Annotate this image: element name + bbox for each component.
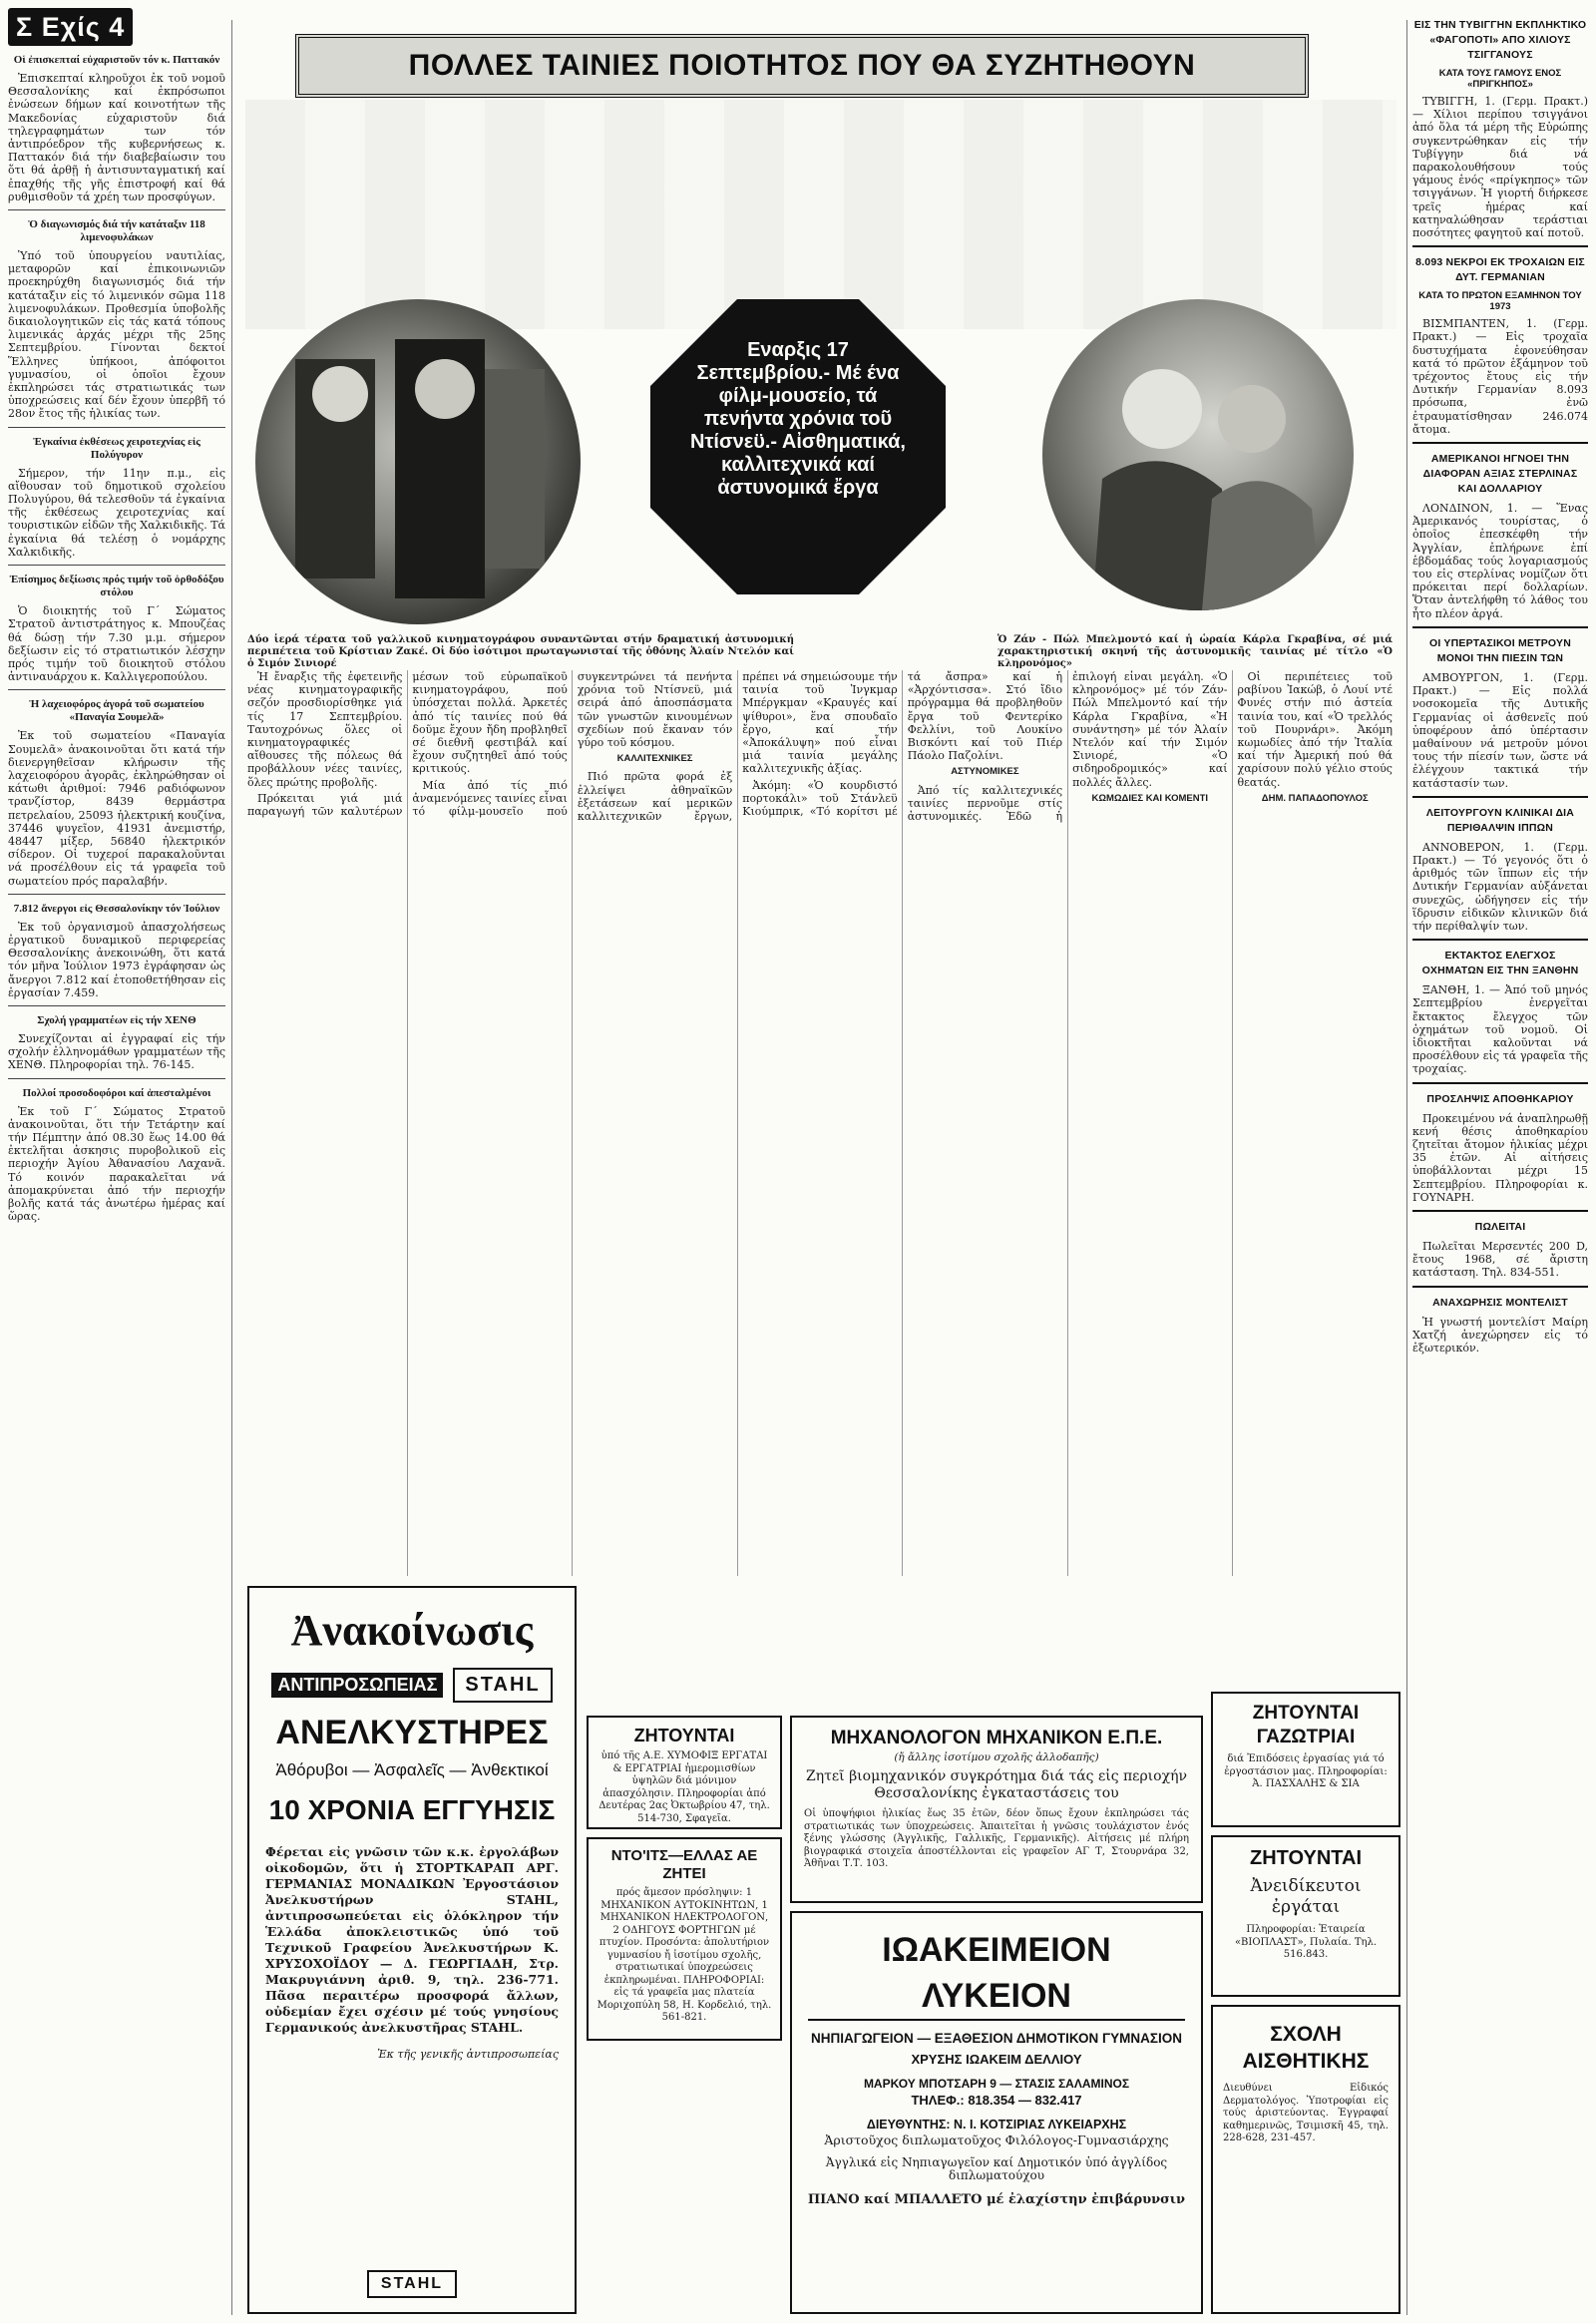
article-paragraph: Ἀκόμη: «Ὁ κουρδιστό πορτοκάλι» τοῦ Στάνλεϋ Κιούμπρικ, «Τό κορίτσι μέ τά ἄσπρα» καί ἡ «Ἀρχόντισσα». Στό ἴδιο πρόγραμμα θά προβληθοῦν ἔργα τοῦ Φεντερίκο Φελλίνι, τοῦ Λουκίνο Βισκόντι καί τοῦ Πιέρ Πάολο Παζολίνι. bbox=[742, 670, 1063, 819]
article-divider bbox=[8, 689, 225, 690]
article-title: Ὁ διαγωνισμός διά τήν κατάταξιν 118 λιμενοφυλάκων bbox=[28, 218, 205, 244]
ad-brand-row bbox=[249, 1668, 575, 1703]
article-subtitle: ΚΑΤΑ ΤΟ ΠΡΩΤΟΝ ΕΞΑΜΗΝΟΝ ΤΟΥ 1973 bbox=[1418, 290, 1582, 313]
ad-line: Ζητεῖ βιομηχανικόν συγκρότημα διά τάς εἰς περιοχήν Θεσσαλονίκης ἐγκαταστάσεις του bbox=[806, 1768, 1187, 1802]
article-paragraph: ΛΟΝΔΙΝΟΝ, 1. — Ἕνας Ἀμερικανός τουρίστας, ὁ ὁποῖος ἐπεσκέφθη τήν Ἀγγλίαν, ἐπλήρωνε ἐπί ἑβδομάδας τούς λογαριασμούς του εἰς στερλίνας νομίζων ὅτι πρόκειται περί δολλαρίων. Ὅταν ἀντελήφθη τό λάθος του ἦτο πλέον ἀργά. bbox=[1412, 502, 1588, 620]
ad-body: Πληροφορίαι: Ἑταιρεία «ΒΙΟΠΛΑΣΤ», Πυλαία. Τηλ. 516.843. bbox=[1234, 1924, 1378, 1960]
article-paragraph: Σήμερον, τήν 11ην π.μ., εἰς αἴθουσαν τοῦ δημοτικοῦ σχολείου Πολυγύρου, θά τελεσθοῦν τά ἐγκαίνια τῆς ἐκθέσεως χειροτεχνίας καί τουριστικῶν εἰδῶν τῆς Χαλκιδικῆς. Τά ἐγκαίνια θά τελέσῃ ὁ νομάρχης Χαλκιδικῆς. bbox=[8, 466, 225, 559]
article-paragraph: Πρόκειται γιά μιά παραγωγή τῶν καλυτέρων μέσων τοῦ εὐρωπαϊκοῦ κινηματογράφου, πού ὑπόσχεται πολλά. Ἀρκετές ἀπό τίς ταινίες πού θά δοῦμε ἔχουν ἤδη προβληθεῖ σέ διεθνῆ φεστιβάλ καί ἔχουν συζητηθεῖ ἀπό τούς κριτικούς. bbox=[247, 670, 568, 819]
ad-ioakeimeion-lykeion bbox=[790, 1911, 1203, 2314]
article-body bbox=[1412, 1240, 1588, 1280]
article-divider bbox=[1412, 1210, 1588, 1212]
article-paragraph: Πιό πρῶτα φορά ἐξ ἐλλείψει ἀθηναϊκῶν ἐξετάσεων καί μερικῶν καλλιτεχνικῶν ἔργων, πρέπει νά σημειώσουμε τήν ταινία τοῦ Ἰνγκμαρ Μπέργκμαν «Κραυγές καί ψίθυροι», ἕνα σπουδαῖο ἔργο, καί τήν «Ἀποκάλυψη» πού εἶναι μιά ταινία μεγάλης καλλιτεχνικῆς ἀξίας. bbox=[577, 670, 898, 824]
main-article bbox=[247, 670, 1393, 1576]
article-title: Οἱ ἐπισκεπταί εὐχαριστοῦν τόν κ. Παττακόν bbox=[13, 54, 220, 66]
article-title: Ἐγκαίνια ἐκθέσεως χειροτεχνίας εἰς Πολύγυρον bbox=[33, 435, 200, 461]
photo-caption-left: Δύο ἱερά τέρατα τοῦ γαλλικοῦ κινηματογράφου συναντῶνται στήν δραματική ἀστυνομική περιπέτεια τοῦ Κρίστιαν Ζακέ. Οἱ δύο ἰσότιμοι πρωταγωνισταί τῆς ὀθόνης Ἀλαίν Ντελόν καί ὁ Σιμόν Σινιορέ bbox=[247, 634, 794, 669]
ad-title: ΝΤΟ'ΙΤΣ—ΕΛΛΑΣ ΑΕ ΖΗΤΕΙ bbox=[610, 1847, 758, 1882]
column-rule bbox=[231, 20, 232, 2315]
article-author: ΔΗΜ. ΠΑΠΑΔΟΠΟΥΛΟΣ bbox=[1261, 792, 1369, 804]
article-title: Σχολή γραμματέων εἰς τήν ΧΕΝΘ bbox=[37, 1013, 197, 1026]
article-title: ΠΩΛΕΙΤΑΙ bbox=[1474, 1220, 1526, 1233]
right-column bbox=[1412, 10, 1588, 2314]
ad-zitountai-gazotriai bbox=[1211, 1692, 1400, 1827]
left-articles bbox=[8, 54, 225, 1223]
ad-body: Φέρεται εἰς γνῶσιν τῶν κ.κ. ἐργολάβων οἰκοδομῶν, ὅτι ἡ ΣΤΟΡΤΚΑΡΑΠ ΑΡΓ. ΓΕΡΜΑΝΙΑΣ ΜΟΝΑΔΙΚΩΝ Ἐργοστάσιον Ἀνελκυστήρων STAHL, ἀντιπροσωπεύεται εἰς ὁλόκληρον τήν Ἑλλάδα ἀποκλειστικῶς ὑπό τοῦ Τεχνικοῦ Γραφείου Ἀνελκυστήρων Κ. ΧΡΥΣΟΧΟΪΔΟΥ — Δ. ΓΕΩΡΓΙΑΔΗ, Στρ. Μακρυγιάννη ἀριθ. 9, τηλ. 236-771. Πᾶσα περαιτέρω προσφορά ἄλλων, οὐδεμίαν ἔχει σχέσιν μέ τούς γνησίους Γερμανικούς ἀνελκυστῆρας STAHL. bbox=[265, 1844, 559, 2035]
article-paragraph: Ὑπό τοῦ ὑπουργείου ναυτιλίας, μεταφορῶν καί ἐπικοινωνιῶν προεκηρύχθη διαγωνισμός διά τήν κατάταξιν εἰς τό λιμενικόν σῶμα 118 λιμενοφυλάκων. Προθεσμία ὑποβολῆς δικαιολογητικῶν εἰς τάς κατά τόπους λιμενικάς ἀρχάς μέχρι τῆς 25ης Σεπτεμβρίου. Γίνονται δεκτοί Ἕλληνες ὑπήκοοι, ἀπόφοιτοι γυμνασίου, οἱ ὁποῖοι ἔχουν ἐκπληρώσει τάς στρατιωτικάς των ὑποχρεώσεις καί δέν ἔχουν ὑπερβῆ τό 28ον ἔτος τῆς ἡλικίας των. bbox=[8, 249, 225, 421]
article-title: ΑΝΑΧΩΡΗΣΙΣ ΜΟΝΤΕΛΙΣΤ bbox=[1432, 1296, 1568, 1309]
ad-line3: ΜΑΡΚΟΥ ΜΠΟΤΣΑΡΗ 9 — ΣΤΑΣΙΣ ΣΑΛΑΜΙΝΟΣ bbox=[863, 2077, 1130, 2091]
section-logo: Σ Εχίς 4 bbox=[8, 8, 133, 46]
article-subheading: ΑΣΤΥΝΟΜΙΚΕΣ bbox=[951, 766, 1019, 778]
article-paragraph: Οἱ περιπέτειες τοῦ ραβίνου Ἰακώβ, ὁ Λουί ντέ Φυνές στήν πιό ἀστεία ταινία του, καί «Ὁ τρελλός τοῦ Πουρνάρι». Ἀκόμη κωμωδίες ἀπό τήν Ἰταλία καί τήν Ἀμερική πού θά χαρίσουν πολύ γέλιο στούς θεατάς. bbox=[1237, 670, 1393, 789]
article-divider bbox=[1412, 1082, 1588, 1084]
article-divider bbox=[8, 209, 225, 210]
ad-mechanologon bbox=[790, 1716, 1203, 1903]
article-divider bbox=[1412, 442, 1588, 444]
article-paragraph: Ἐκ τοῦ σωματείου «Παναγία Σουμελᾶ» ἀνακοινοῦται ὅτι κατά τήν διενεργηθεῖσαν κλήρωσιν τῆς λαχειοφόρου ἀγορᾶς, ἐκληρώθησαν οἱ κάτωθι ἀριθμοί: 7946 ραδιόφωνον τρανζίστορ, 8439 θερμάστρα πετρελαίου, 25093 ἠλεκτρική κουζίνα, 37446 ψυγεῖον, 41931 ἀνεμιστήρ, 48447 μίξερ, 56840 ἠλεκτρικόν σίδερον. Οἱ τυχεροί παρακαλοῦνται νά προσέλθουν εἰς τά γραφεῖα τοῦ σωματείου πρός παραλαβήν. bbox=[8, 729, 225, 888]
article-paragraph: ΤΥΒΙΓΓΗ, 1. (Γερμ. Πρακτ.) — Χίλιοι περίπου τσιγγάνοι ἀπό ὅλα τά μέρη τῆς Εὐρώπης συγκεντρώθηκαν εἰς τήν Τυβίγγην διά νά παρακολουθήσουν τούς γάμους ἑνός «πρίγκηπος» τῶν τσιγγάνων. Ἡ γιορτή διήρκεσε τρεῖς ἡμέρας καί κατηναλώθησαν τεράστιαι ποσότητες φαγητοῦ καί ποτοῦ. bbox=[1412, 95, 1588, 240]
ad-body: ὑπό τῆς Α.Ε. ΧΥΜΟΦΙΞ ΕΡΓΑΤΑΙ & ΕΡΓΑΤΡΙΑΙ ἡμερομισθίων ὑψηλῶν διά μόνιμον ἀπασχόλησιν. Πληροφορίαι ἀπό Δευτέρας 2ας Ὀκτωβρίου 47, τηλ. 514-730, Σφαγεῖα. bbox=[598, 1750, 770, 1824]
ad-title: ΣΧΟΛΗ ΑΙΣΘΗΤΙΚΗΣ bbox=[1242, 2023, 1370, 2073]
ad-line5: ΔΙΕΥΘΥΝΤΗΣ: Ν. Ι. ΚΟΤΣΙΡΙΑΣ ΛΥΚΕΙΑΡΧΗΣ bbox=[866, 2118, 1127, 2131]
article-body bbox=[1412, 1316, 1588, 1355]
article-title: 7.812 ἄνεργοι εἰς Θεσσαλονίκην τόν Ἰούλιον bbox=[13, 902, 220, 915]
article-paragraph: Ἐκ τοῦ ὀργανισμοῦ ἀπασχολήσεως ἐργατικοῦ δυναμικοῦ περιφερείας Θεσσαλονίκης ἀνεκοινώθη, ὅτι κατά τόν μῆνα Ἰούλιον 1973 ἐγράφησαν ὡς ἄνεργοι 7.812 καί ἐτοποθετήθησαν εἰς ἐργασίαν 7.459. bbox=[8, 920, 225, 999]
ad-line4: 10 ΧΡΟΝΙΑ ΕΓΓΥΗΣΙΣ bbox=[268, 1794, 556, 1825]
article-paragraph: ΑΜΒΟΥΡΓΟΝ, 1. (Γερμ. Πρακτ.) — Εἰς πολλά νοσοκομεῖα τῆς Δυτικῆς Γερμανίας οἱ ἀσθενεῖς πού ὑποφέρουν ἀπό ὑπέρτασιν μαθαίνουν νά μετροῦν μόνοι τους τήν πίεσίν των, ὥστε νά ἐλέγχουν τακτικά τήν κατάστασίν των. bbox=[1412, 670, 1588, 790]
ad-zitountai-chymofix bbox=[587, 1716, 782, 1829]
ad-line3: Ἀθόρυβοι — Ἀσφαλεῖς — Ἀνθεκτικοί bbox=[275, 1760, 549, 1779]
article-paragraph: ΞΑΝΘΗ, 1. — Ἀπό τοῦ μηνός Σεπτεμβρίου ἐνεργεῖται ἔκτακτος ἔλεγχος τῶν ὀχημάτων τοῦ νομοῦ. Οἱ ἰδιοκτῆται καλοῦνται νά προσέλθουν εἰς τά γραφεῖα τῆς τροχαίας. bbox=[1412, 983, 1588, 1076]
ad-body: Διευθύνει Εἰδικός Δερματολόγος. Ὑποτροφίαι εἰς τούς ἀριστεύοντας. Ἐγγραφαί καθημερινῶς, Τσιμισκῆ 45, τηλ. 228-628, 231-457. bbox=[1223, 2083, 1389, 2143]
article-divider bbox=[8, 1078, 225, 1079]
figures-illustration bbox=[255, 299, 581, 624]
article-divider bbox=[8, 565, 225, 566]
ad-line2: ΑΝΕΛΚΥΣΤΗΡΕΣ bbox=[275, 1714, 549, 1751]
left-column bbox=[8, 8, 225, 2317]
ad-footer-logo: STAHL bbox=[367, 2270, 457, 2298]
ad-sign: Ἐκ τῆς γενικῆς ἀντιπροσωπείας bbox=[377, 2048, 559, 2061]
article-title: ΠΡΟΣΛΗΨΙΣ ΑΠΟΘΗΚΑΡΙΟΥ bbox=[1426, 1092, 1574, 1105]
ad-scholi-aisthitikis bbox=[1211, 2005, 1400, 2314]
article-body bbox=[1412, 502, 1588, 620]
article-divider bbox=[1412, 796, 1588, 798]
article-title: ΟΙ ΥΠΕΡΤΑΣΙΚΟΙ ΜΕΤΡΟΥΝ ΜΟΝΟΙ ΤΗΝ ΠΙΕΣΙΝ ΤΩΝ bbox=[1429, 636, 1571, 664]
article-subheading: ΚΩΜΩΔΙΕΣ ΚΑΙ ΚΟΜΕΝΤΙ bbox=[1091, 792, 1209, 804]
article-paragraph: ΒΙΣΜΠΑΝΤΕΝ, 1. (Γερμ. Πρακτ.) — Εἰς τροχαῖα δυστυχήματα ἐφονεύθησαν κατά τό πρῶτον ἑξάμηνον τοῦ τρέχοντος ἔτους εἰς τήν Δυτικήν Γερμανίαν 8.093 πρόσωπα, ἐνῶ ἐτραυματίσθησαν 246.074 ἄτομα. bbox=[1412, 317, 1588, 436]
article-body bbox=[1412, 983, 1588, 1075]
article-divider bbox=[1412, 245, 1588, 247]
article-paragraph: Συνεχίζονται αἱ ἐγγραφαί εἰς τήν σχολήν ἐλληνομάθων γραμματέων τῆς ΧΕΝΘ. Πληροφορίαι τηλ. 76-145. bbox=[8, 1031, 225, 1072]
article-title: Ἡ λαχειοφόρος ἀγορά τοῦ σωματείου «Παναγία Σουμελᾶ» bbox=[29, 698, 204, 724]
article-title: ΕΙΣ ΤΗΝ ΤΥΒΙΓΓΗΝ ΕΚΠΛΗΚΤΙΚΟ «ΦΑΓΟΠΟΤΙ» ΑΠΟ ΧΙΛΙΟΥΣ ΤΣΙΓΓΑΝΟΥΣ bbox=[1413, 19, 1587, 61]
article-paragraph: Ἡ γνωστή μοντελίστ Μαίρη Χατζή ἀνεχώρησεν εἰς τό ἐξωτερικόν. bbox=[1412, 1315, 1588, 1355]
banner-title: ΠΟΛΛΕΣ ΤΑΙΝΙΕΣ ΠΟΙΟΤΗΤΟΣ ΠΟΥ ΘΑ ΣΥΖΗΤΗΘΟΥΝ bbox=[408, 49, 1196, 82]
article-divider bbox=[8, 894, 225, 895]
ad-title: ΖΗΤΟΥΝΤΑΙ bbox=[633, 1726, 735, 1745]
ad-line8: ΠΙΑΝΟ καί ΜΠΑΛΛΕΤΟ μέ ἐλαχίστην ἐπιβάρυνσιν bbox=[807, 2191, 1186, 2207]
film-still-photo-right bbox=[1042, 299, 1354, 610]
figures-illustration bbox=[1042, 299, 1354, 610]
ad-line1: ΑΝΤΙΠΡΟΣΩΠΕΙΑΣ bbox=[271, 1673, 443, 1698]
ad-line: Ἀνειδίκευτοι ἐργάται bbox=[1250, 1876, 1362, 1917]
article-body bbox=[1412, 1112, 1588, 1204]
article-subheading: ΚΑΛΛΙΤΕΧΝΙΚΕΣ bbox=[616, 753, 693, 765]
ad-ntoits bbox=[587, 1837, 782, 2041]
article-paragraph: Ἡ ἔναρξις τῆς ἐφετεινῆς νέας κινηματογραφικῆς σεζόν προσδιορίσθηκε γιά τίς 17 Σεπτεμβρίου. Ταυτοχρόνως ὅλες οἱ κινηματογραφικές αἴθουσες τῆς πόλεως θά προβάλλουν νέες ταινίες, ὅλες πρώτης προβολῆς. bbox=[247, 670, 403, 789]
article-paragraph: Πωλεῖται Μερσεντές 200 D, ἔτους 1968, σέ ἄριστη κατάσταση. Τηλ. 834-551. bbox=[1412, 1239, 1588, 1280]
ad-title: ΖΗΤΟΥΝΤΑΙ bbox=[1249, 1847, 1363, 1869]
banner-shadow-strip bbox=[245, 100, 1396, 329]
article-title: Πολλοί προσοδοφόροι καί ἀπεσταλμένοι bbox=[22, 1086, 211, 1099]
ad-title: ΙΩΑΚΕΙΜΕΙΟΝ ΛΥΚΕΙΟΝ bbox=[808, 1927, 1185, 2021]
article-divider bbox=[8, 1005, 225, 1006]
banner bbox=[295, 34, 1309, 98]
article-paragraph: Ὁ διοικητής τοῦ Γ΄ Σώματος Στρατοῦ ἀντιστράτηγος κ. Μπουζέας θά δώσῃ τήν 7.30 μ.μ. σήμερον δεξίωσιν εἰς τό στρατιωτικόν λέσχην πρός τιμήν τοῦ διοικητοῦ στόλου ἀντιναυάρχου κ. Καλλιγεροπούλου. bbox=[8, 604, 225, 684]
ad-title: ΖΗΤΟΥΝΤΑΙ ΓΑΖΩΤΡΙΑΙ bbox=[1252, 1703, 1360, 1747]
column-rule bbox=[1406, 20, 1407, 2315]
ad-line6: Ἀριστοῦχος διπλωματοῦχος Φιλόλογος-Γυμνασιάρχης bbox=[824, 2132, 1169, 2147]
article-body bbox=[1412, 841, 1588, 933]
article-divider bbox=[1412, 626, 1588, 628]
article-divider bbox=[1412, 1286, 1588, 1288]
ad-line4: ΤΗΛΕΦ.: 818.354 — 832.417 bbox=[911, 2093, 1082, 2108]
film-still-photo-left bbox=[255, 299, 581, 624]
article-body bbox=[1412, 95, 1588, 239]
ad-body: Οἱ ὑποψήφιοι ἡλικίας ἕως 35 ἐτῶν, δέον ὅπως ἔχουν ἐκπληρώσει τάς στρατιωτικάς των ὑποχρεώσεις. Ἀπαιτεῖται ἡ γνῶσις τουλάχιστον ἑνός ξένης γλώσσης (Ἀγγλικῆς, Γαλλικῆς, Γερμανικῆς). Αἰτήσεις μέ πλήρη βιογραφικά στοιχεῖα ἀποστέλλονται εἰς γραφεῖον ΑΓ Τ, Στουρνάρα 32, Ἀθῆναι Τ.Τ. 103. bbox=[804, 1808, 1189, 1870]
article-divider bbox=[1412, 939, 1588, 941]
article-paragraph: Μία ἀπό τίς πιό ἀναμενόμενες ταινίες εἶναι τό φίλμ-μουσεῖο πού συγκεντρώνει τά πενήντα χρόνια τοῦ Ντίσνεϋ, μιά σειρά ἀπό ἀποσπάσματα τῶν γνωστῶν κινουμένων σχεδίων πού ἔκαναν τόν γύρο τοῦ κόσμου. bbox=[412, 670, 733, 819]
ad-title: ΜΗΧΑΝΟΛΟΓΟΝ ΜΗΧΑΝΙΚΟΝ Ε.Π.Ε. bbox=[830, 1728, 1163, 1748]
ad-sub: (ἤ ἄλλης ἰσοτίμου σχολῆς ἀλλοδαπῆς) bbox=[894, 1751, 1099, 1763]
article-title: Ἐπίσημος δεξίωσις πρός τιμήν τοῦ ὀρθοδόξου στόλου bbox=[9, 574, 224, 599]
ad-zitountai-ergates bbox=[1211, 1835, 1400, 1997]
article-paragraph: Ἀπό τίς καλλιτεχνικές ταινίες περνοῦμε στίς ἀστυνομικές. Ἐδῶ ἡ ἐπιλογή εἶναι μεγάλη. «Ὁ κληρονόμος» μέ τόν Ζάν-Πώλ Μπελμοντό καί τήν Κάρλα Γκραβίνα, «Ἡ συνάντηση» μέ τόν Ἀλαίν Ντελόν καί τήν Σιμόν Σινιορέ, «Ὁ σιδηροδρομικός» καί πολλές ἄλλες. bbox=[907, 670, 1228, 824]
ad-line7: Ἀγγλικά εἰς Νηπιαγωγεῖον καί Δημοτικόν ὑπό ἀγγλίδος διπλωματούχου bbox=[825, 2155, 1168, 2183]
photo-caption-right: Ὁ Ζάν - Πώλ Μπελμοντό καί ἡ ὡραία Κάρλα Γκραβίνα, σέ μιά χαρακτηριστική σκηνή τῆς ἀστυνομικῆς ταινίας μέ τίτλο «Ὁ κληρονόμος» bbox=[998, 634, 1393, 669]
article-body bbox=[1412, 671, 1588, 790]
article-paragraph: ΑΝΝΟΒΕΡΟΝ, 1. (Γερμ. Πρακτ.) — Τό γεγονός ὅτι ὁ ἀριθμός τῶν ἵππων εἰς τήν Δυτικήν Γερμανίαν αὐξάνεται συνεχῶς, ὡδήγησεν εἰς τήν ἵδρυσιν εἰδικῶν κλινικῶν διά τήν περίθαλψίν των. bbox=[1412, 840, 1588, 933]
ad-line2: ΧΡΥΣΗΣ ΙΩΑΚΕΙΜ ΔΕΛΛΙΟΥ bbox=[911, 2052, 1082, 2067]
article-paragraph: Προκειμένου νά ἀναπληρωθῇ κενή θέσις ἀποθηκαρίου ζητεῖται ἄτομον ἡλικίας μέχρι 35 ἐτῶν. Αἱ αἰτήσεις ὑποβάλλονται μέχρι 15 Σεπτεμβρίου. Πληροφορίαι κ. ΓΟΥΝΑΡΗ. bbox=[1412, 1111, 1588, 1204]
ad-body: πρός ἄμεσον πρόσληψιν: 1 ΜΗΧΑΝΙΚΟΝ ΑΥΤΟΚΙΝΗΤΩΝ, 1 ΜΗΧΑΝΙΚΟΝ ΗΛΕΚΤΡΟΛΟΓΟΝ, 2 ΟΔΗΓΟΥΣ ΦΟΡΤΗΓΩΝ μέ πτυχίον. Προσόντα: ἀπολυτήριον γυμνασίου ἤ ἰσοτίμου σχολῆς, στρατιωτικαί ὑποχρεώσεις ἐκπληρωμέναι. ΠΛΗΡΟΦΟΡΙΑΙ: εἰς τά γραφεῖα μας πλατεία Μοριχοπύλη 58, Η. Κορδελιό, τηλ. 561-821. bbox=[597, 1887, 772, 2023]
article-divider bbox=[8, 427, 225, 428]
article-paragraph: Ἐκ τοῦ Γ΄ Σώματος Στρατοῦ ἀνακοινοῦται, ὅτι τήν Τετάρτην καί τήν Πέμπτην ἀπό 08.30 ἕως 14.00 θά ἐκτελῆται ἀσκησις πυροβολικοῦ εἰς περιοχήν Ἀγίου Ἀθανασίου Λαχανᾶ. Τό κοινόν παρακαλεῖται νά ἀπομακρύνεται ἀπό τήν περιοχήν βολῆς κατά τάς ἀνωτέρω ἡμέρας καί ὥρας. bbox=[8, 1104, 225, 1224]
article-paragraph: Ἐπισκεπταί κληροῦχοι ἐκ τοῦ νομοῦ Θεσσαλονίκης καί ἐκπρόσωποι ἐνώσεων δήμων καί κοινοτήτων τῆς Μακεδονίας εὐχαριστοῦν διά τηλεγραφημάτων των τόν ἀντιπρόεδρον τῆς κυβερνήσεως κ. Παττακόν διά τήν διαβεβαίωσιν του ὅτι θά ἀρθῇ ἡ ἀντισυνταγματική καί ἐπαχθής τῆς γῆς ἐπιστροφή καί θά ρυθμισθοῦν τά χρέη των προσφύγων. bbox=[8, 72, 225, 203]
article-title: ΕΚΤΑΚΤΟΣ ΕΛΕΓΧΟΣ ΟΧΗΜΑΤΩΝ ΕΙΣ ΤΗΝ ΞΑΝΘΗΝ bbox=[1421, 950, 1579, 977]
article-title: ΑΜΕΡΙΚΑΝΟΙ ΗΓΝΟΕΙ ΤΗΝ ΔΙΑΦΟΡΑΝ ΑΞΙΑΣ ΣΤΕΡΛΙΝΑΣ ΚΑΙ ΔΟΛΛΑΡΙΟΥ bbox=[1422, 453, 1578, 496]
stahl-logo: STAHL bbox=[453, 1668, 552, 1703]
article-title: 8.093 ΝΕΚΡΟΙ ΕΚ ΤΡΟΧΑΙΩΝ ΕΙΣ ΔΥΤ. ΓΕΡΜΑΝΙΑΝ bbox=[1415, 256, 1585, 284]
ad-anakoinosis bbox=[247, 1586, 577, 2314]
ad-title: Ἀνακοίνωσις bbox=[290, 1606, 534, 1655]
article-subtitle: ΚΑΤΑ ΤΟΥΣ ΓΑΜΟΥΣ ΕΝΟΣ «ΠΡΙΓΚΗΠΟΣ» bbox=[1438, 68, 1562, 90]
article-title: ΛΕΙΤΟΥΡΓΟΥΝ ΚΛΙΝΙΚΑΙ ΔΙΑ ΠΕΡΙΘΑΛΨΙΝ ΙΠΠΩΝ bbox=[1425, 806, 1575, 834]
highlight-text: Εναρξις 17 Σεπτεμβρίου.- Μέ ένα φίλμ-μουσείο, τά πενήντα χρόνια τοῦ Ντίσνεϋ.- Αἰσθηματικά, καλλιτεχνικά καί ἀστυνομικά ἔργα bbox=[690, 339, 906, 499]
ad-body: διά Ἐπιδόσεις ἐργασίας γιά τό ἐργοστάσιον μας. Πληροφορίαι: Ἀ. ΠΑΣΧΑΛΗΣ & ΣΙΑ bbox=[1224, 1753, 1388, 1789]
article-body bbox=[1412, 317, 1588, 436]
ad-line1: ΝΗΠΙΑΓΩΓΕΙΟΝ — ΕΞΑΘΕΣΙΟΝ ΔΗΜΟΤΙΚΟΝ ΓΥΜΝΑΣΙΟΝ bbox=[810, 2031, 1183, 2046]
